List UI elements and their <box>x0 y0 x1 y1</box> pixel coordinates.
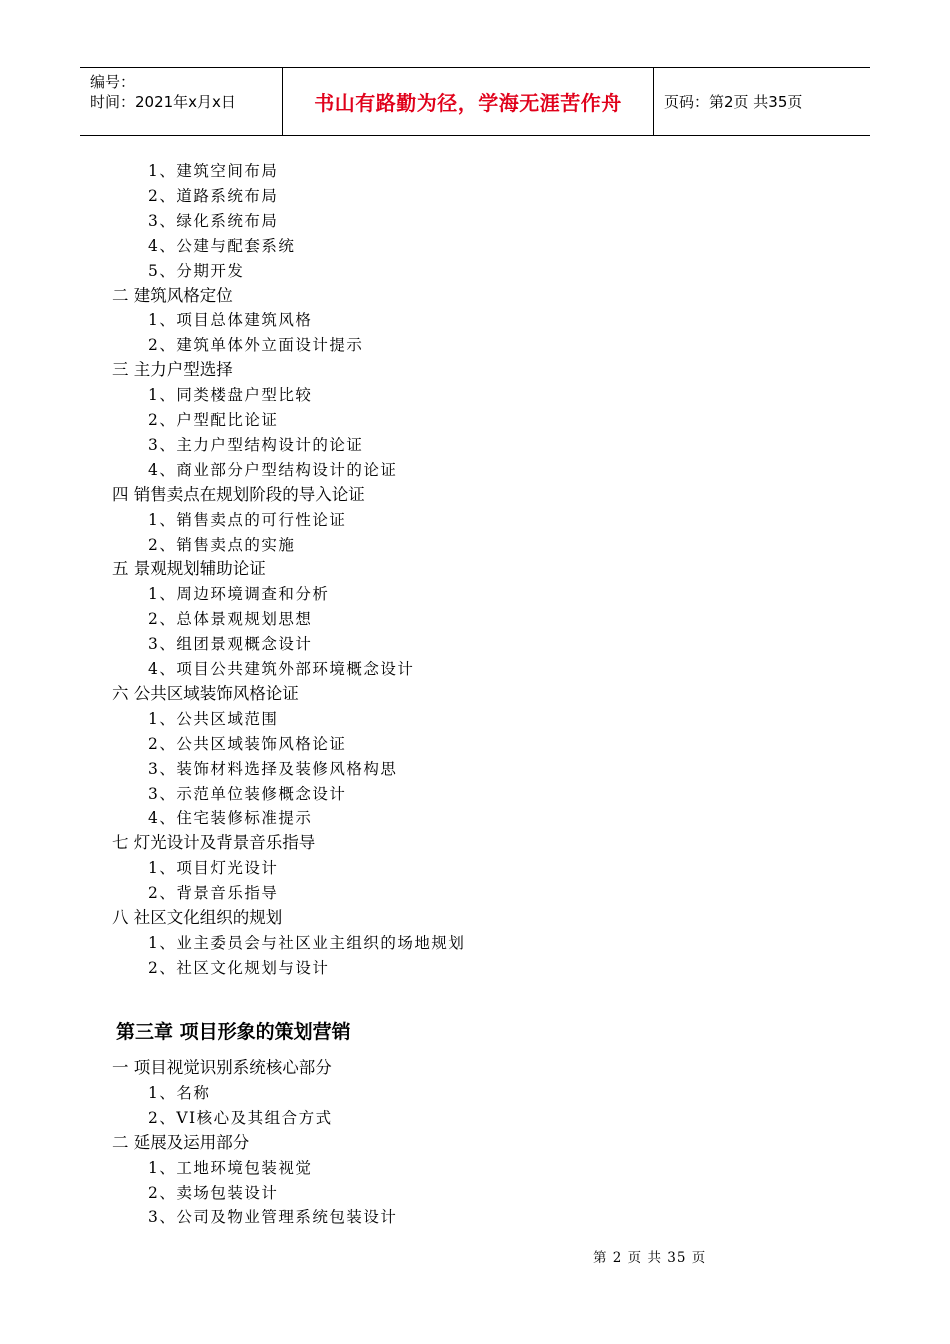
outline-item: 2、社区文化规划与设计 <box>148 958 330 977</box>
outline-item: 1、业主委员会与社区业主组织的场地规划 <box>148 933 466 952</box>
outline-item: 3、装饰材料选择及装修风格构思 <box>148 759 398 778</box>
doc-time-label: 时间：2021年x月x日 <box>90 93 236 111</box>
outline-item: 2、道路系统布局 <box>148 186 279 205</box>
outline-item: 2、总体景观规划思想 <box>148 610 313 629</box>
outline-item: 1、同类楼盘户型比较 <box>148 386 313 405</box>
outline-heading: 七 灯光设计及背景音乐指导 <box>112 833 316 853</box>
outline-item: 2、公共区域装饰风格论证 <box>148 734 347 753</box>
outline-heading: 三 主力户型选择 <box>112 360 233 380</box>
outline-heading: 二 延展及运用部分 <box>112 1132 250 1152</box>
header-meta <box>80 68 283 135</box>
outline-item: 1、周边环境调查和分析 <box>148 585 330 604</box>
outline-item: 1、销售卖点的可行性论证 <box>148 510 347 529</box>
chapter-title: 第三章 项目形象的策划营销 <box>116 1021 351 1043</box>
outline-heading: 五 景观规划辅助论证 <box>112 559 266 579</box>
header-page-cell <box>654 68 870 135</box>
outline-item: 1、工地环境包装视觉 <box>148 1158 313 1177</box>
outline-heading: 六 公共区域装饰风格论证 <box>112 683 299 703</box>
outline-item: 4、项目公共建筑外部环境概念设计 <box>148 660 415 678</box>
outline-item: 5、分期开发 <box>148 261 245 280</box>
outline-item: 2、卖场包装设计 <box>148 1183 279 1202</box>
header-motto-cell <box>283 68 654 135</box>
outline-item: 3、组团景观概念设计 <box>148 635 313 654</box>
page-footer: 第 2 页 共 35 页 <box>593 1250 707 1266</box>
outline-item: 1、名称 <box>148 1083 211 1102</box>
outline-item: 1、公共区域范围 <box>148 709 279 728</box>
outline-item: 4、住宅装修标准提示 <box>148 809 313 828</box>
outline-item: 2、建筑单体外立面设计提示 <box>148 336 364 355</box>
outline-item: 2、VI核心及其组合方式 <box>148 1108 333 1127</box>
doc-number-label: 编号： <box>90 73 136 91</box>
header-motto: 书山有路勤为径，学海无涯苦作舟 <box>314 91 622 115</box>
outline-heading: 八 社区文化组织的规划 <box>112 908 283 927</box>
header-page-info: 页码：第2页 共35页 <box>664 93 803 111</box>
outline-item: 3、公司及物业管理系统包装设计 <box>148 1208 398 1227</box>
outline-heading: 一 项目视觉识别系统核心部分 <box>112 1058 332 1077</box>
outline-item: 1、建筑空间布局 <box>148 162 279 180</box>
outline-item: 2、背景音乐指导 <box>148 884 279 903</box>
outline-item: 2、户型配比论证 <box>148 411 279 429</box>
outline-item: 1、项目灯光设计 <box>148 859 279 878</box>
outline-item: 4、公建与配套系统 <box>148 236 296 255</box>
outline-item: 1、项目总体建筑风格 <box>148 311 313 330</box>
outline-item: 4、商业部分户型结构设计的论证 <box>148 460 398 479</box>
outline-item: 3、主力户型结构设计的论证 <box>148 435 364 454</box>
page-header <box>80 67 870 136</box>
outline-heading: 二 建筑风格定位 <box>112 285 233 305</box>
outline-item: 3、示范单位装修概念设计 <box>148 784 347 803</box>
outline-item: 2、销售卖点的实施 <box>148 535 296 554</box>
outline-heading: 四 销售卖点在规划阶段的导入论证 <box>112 484 365 504</box>
outline-item: 3、绿化系统布局 <box>148 211 279 230</box>
